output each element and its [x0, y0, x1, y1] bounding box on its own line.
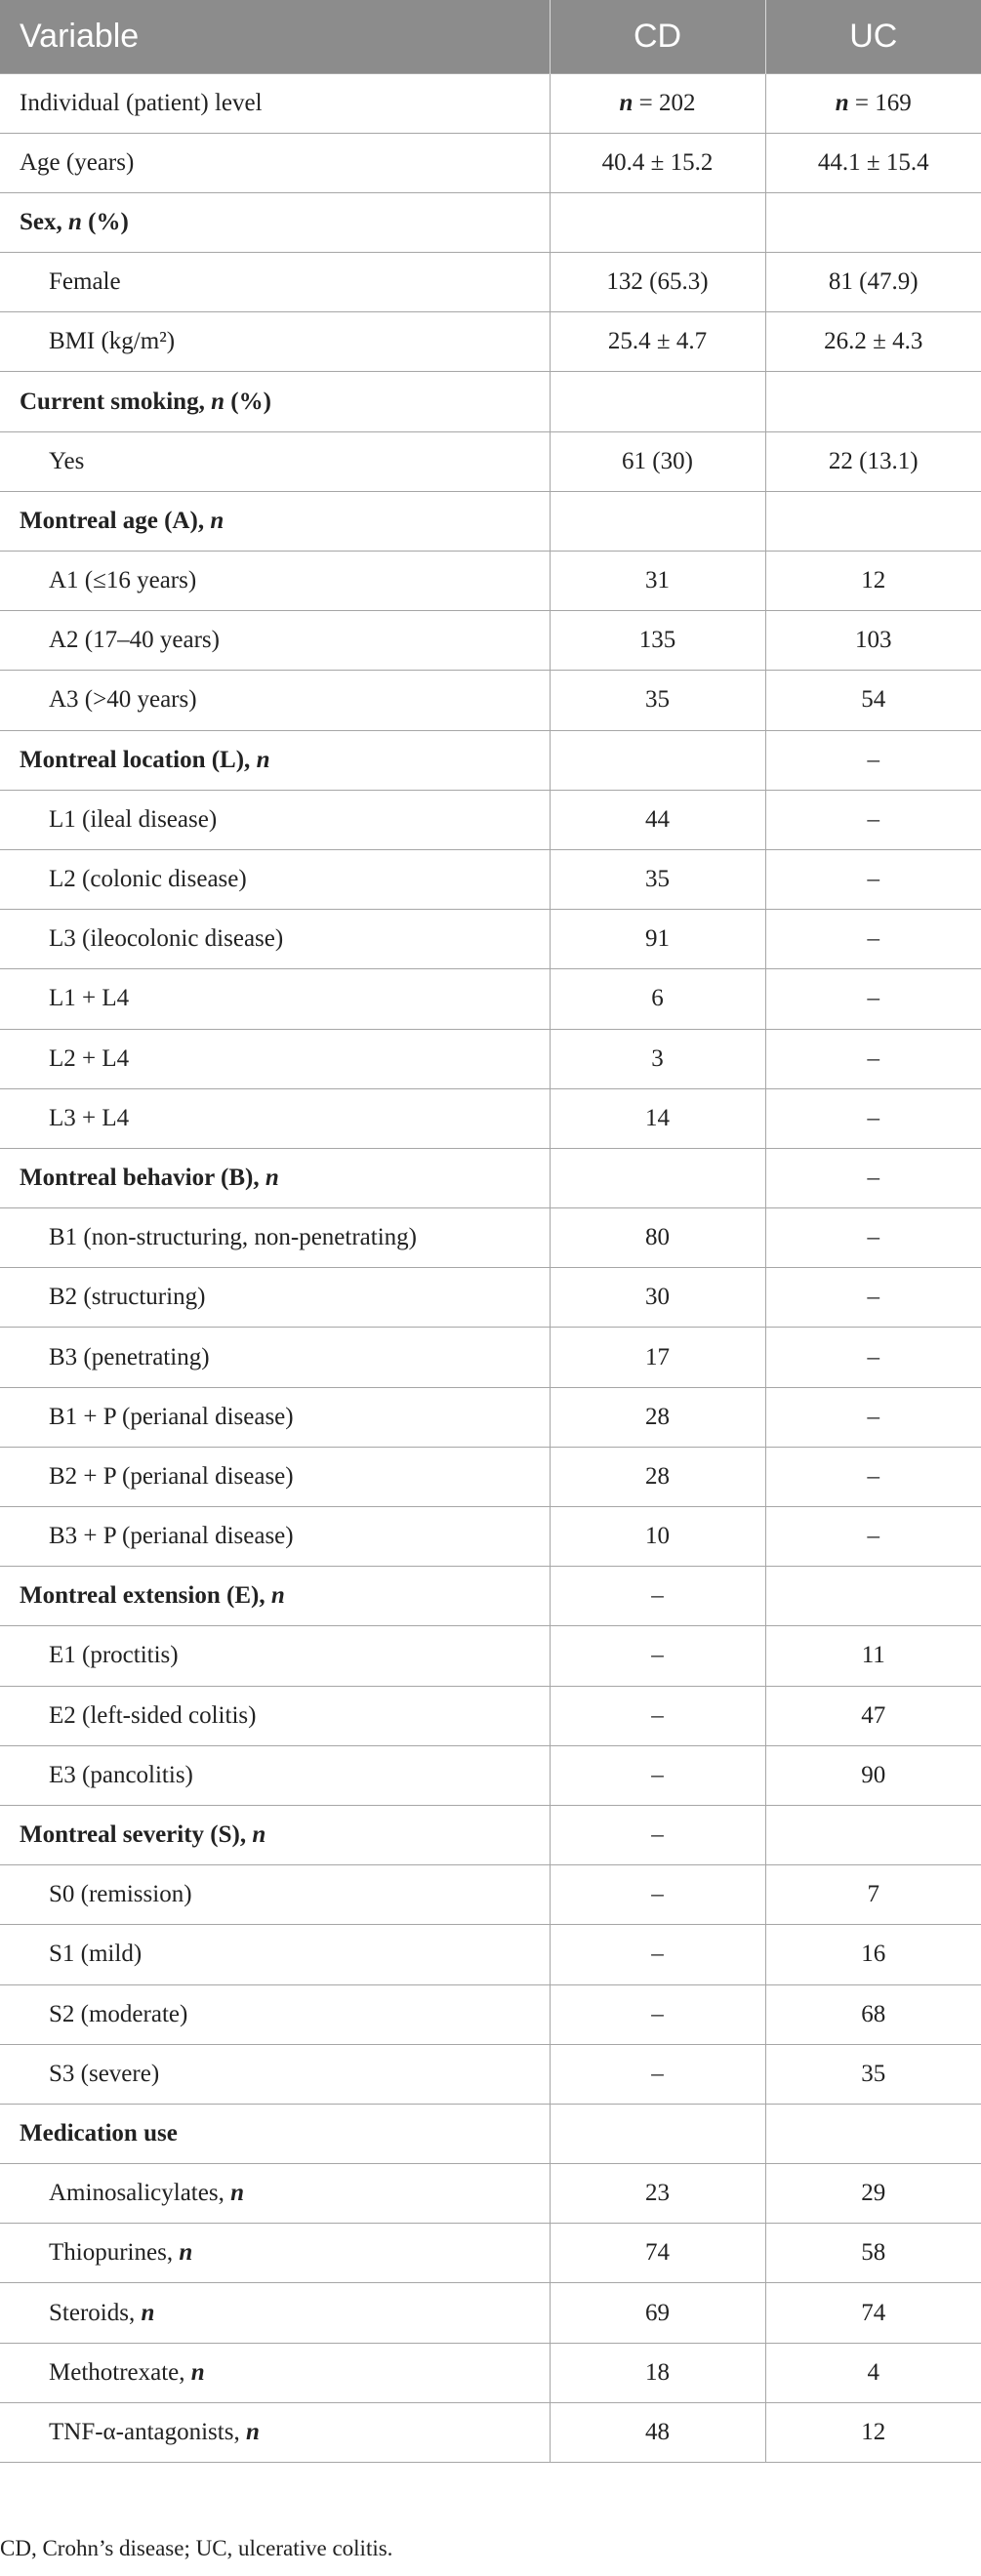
cd-value: 31 — [550, 552, 765, 611]
cd-value: 135 — [550, 611, 765, 671]
row-label: B3 (penetrating) — [0, 1328, 550, 1387]
uc-value: – — [765, 1447, 981, 1506]
uc-value: 35 — [765, 2044, 981, 2104]
row-label: B2 + P (perianal disease) — [0, 1447, 550, 1506]
row-label: B3 + P (perianal disease) — [0, 1507, 550, 1567]
cd-value: 69 — [550, 2283, 765, 2343]
row-label: Montreal extension (E), n — [0, 1567, 550, 1626]
uc-value: – — [765, 849, 981, 909]
table-body — [0, 73, 981, 2463]
row-label: BMI (kg/m²) — [0, 312, 550, 372]
row-label: Steroids, n — [0, 2283, 550, 2343]
row-label: Methotrexate, n — [0, 2343, 550, 2402]
cd-value — [550, 192, 765, 252]
uc-value: – — [765, 910, 981, 969]
cd-value: 80 — [550, 1208, 765, 1268]
uc-value: 26.2 ± 4.3 — [765, 312, 981, 372]
uc-value: – — [765, 1328, 981, 1387]
cd-value: 44 — [550, 790, 765, 849]
table-row — [0, 2402, 981, 2462]
cd-value: 61 (30) — [550, 431, 765, 491]
table-row — [0, 2164, 981, 2224]
cd-value: 17 — [550, 1328, 765, 1387]
table-row — [0, 1865, 981, 1925]
table-section-row — [0, 1567, 981, 1626]
cd-value: 40.4 ± 15.2 — [550, 133, 765, 192]
cd-value: 14 — [550, 1088, 765, 1148]
cd-value: 91 — [550, 910, 765, 969]
cd-value: – — [550, 1984, 765, 2044]
uc-value: – — [765, 790, 981, 849]
table-row — [0, 431, 981, 491]
table-row — [0, 1029, 981, 1088]
table-section-row — [0, 372, 981, 431]
row-label: Individual (patient) level — [0, 73, 550, 133]
row-label: E1 (proctitis) — [0, 1626, 550, 1686]
table-section-row — [0, 491, 981, 551]
table-row — [0, 1745, 981, 1805]
row-label: Yes — [0, 431, 550, 491]
table-row — [0, 2044, 981, 2104]
table-row — [0, 253, 981, 312]
cd-value: – — [550, 1686, 765, 1745]
cd-value: 48 — [550, 2402, 765, 2462]
table-row — [0, 1626, 981, 1686]
row-label: E3 (pancolitis) — [0, 1745, 550, 1805]
uc-value: 54 — [765, 671, 981, 730]
row-label: Sex, n (%) — [0, 192, 550, 252]
uc-value: 11 — [765, 1626, 981, 1686]
uc-value: – — [765, 1088, 981, 1148]
table-row — [0, 2283, 981, 2343]
row-label: B1 + P (perianal disease) — [0, 1387, 550, 1447]
cd-value: 25.4 ± 4.7 — [550, 312, 765, 372]
row-label: Montreal severity (S), n — [0, 1805, 550, 1864]
table-row — [0, 849, 981, 909]
row-label: Thiopurines, n — [0, 2224, 550, 2283]
uc-value: – — [765, 1387, 981, 1447]
uc-value: 103 — [765, 611, 981, 671]
cd-value: 74 — [550, 2224, 765, 2283]
table-footnote: CD, Crohn’s disease; UC, ulcerative colitis. — [0, 2536, 393, 2560]
table-row — [0, 133, 981, 192]
cd-value: 30 — [550, 1268, 765, 1328]
table-section-row — [0, 1148, 981, 1207]
cd-value — [550, 730, 765, 790]
row-label: S3 (severe) — [0, 2044, 550, 2104]
row-label: L2 + L4 — [0, 1029, 550, 1088]
row-label: B1 (non-structuring, non-penetrating) — [0, 1208, 550, 1268]
uc-value: – — [765, 1268, 981, 1328]
table-row — [0, 611, 981, 671]
table-row — [0, 552, 981, 611]
table-row — [0, 1328, 981, 1387]
uc-value: 29 — [765, 2164, 981, 2224]
row-label: E2 (left-sided colitis) — [0, 1686, 550, 1745]
cd-value: 23 — [550, 2164, 765, 2224]
uc-value — [765, 2104, 981, 2163]
uc-value: – — [765, 1029, 981, 1088]
table-header — [0, 0, 981, 73]
cd-value — [550, 372, 765, 431]
table-row — [0, 910, 981, 969]
cd-value — [550, 2104, 765, 2163]
table-row — [0, 1984, 981, 2044]
table-row — [0, 312, 981, 372]
table-row — [0, 73, 981, 133]
row-label: Aminosalicylates, n — [0, 2164, 550, 2224]
table-row — [0, 2343, 981, 2402]
header-cd: CD — [550, 0, 765, 73]
uc-value: 16 — [765, 1925, 981, 1984]
row-label: L1 (ileal disease) — [0, 790, 550, 849]
table-row — [0, 1686, 981, 1745]
uc-value: 44.1 ± 15.4 — [765, 133, 981, 192]
row-label: Medication use — [0, 2104, 550, 2163]
cd-value: 132 (65.3) — [550, 253, 765, 312]
row-label: Montreal age (A), n — [0, 491, 550, 551]
row-label: B2 (structuring) — [0, 1268, 550, 1328]
uc-value — [765, 491, 981, 551]
uc-value — [765, 1567, 981, 1626]
table-section-row — [0, 1805, 981, 1864]
table-row — [0, 1447, 981, 1506]
uc-value: 4 — [765, 2343, 981, 2402]
row-label: L3 + L4 — [0, 1088, 550, 1148]
cd-value: 6 — [550, 969, 765, 1029]
table-row — [0, 1387, 981, 1447]
row-label: L1 + L4 — [0, 969, 550, 1029]
row-label: A2 (17–40 years) — [0, 611, 550, 671]
cd-value: 18 — [550, 2343, 765, 2402]
table-section-row — [0, 730, 981, 790]
uc-value: – — [765, 1208, 981, 1268]
row-label: A1 (≤16 years) — [0, 552, 550, 611]
header-row — [0, 0, 981, 73]
table-row — [0, 2224, 981, 2283]
uc-value — [765, 192, 981, 252]
cd-value: 35 — [550, 671, 765, 730]
cd-value: 28 — [550, 1387, 765, 1447]
table-row — [0, 790, 981, 849]
uc-value: – — [765, 730, 981, 790]
uc-value: 12 — [765, 2402, 981, 2462]
table-row — [0, 1208, 981, 1268]
uc-value: 12 — [765, 552, 981, 611]
table-row — [0, 1507, 981, 1567]
uc-value: 68 — [765, 1984, 981, 2044]
uc-value — [765, 1805, 981, 1864]
cd-value: – — [550, 1567, 765, 1626]
row-label: L3 (ileocolonic disease) — [0, 910, 550, 969]
row-label: Montreal behavior (B), n — [0, 1148, 550, 1207]
row-label: Current smoking, n (%) — [0, 372, 550, 431]
row-label: Age (years) — [0, 133, 550, 192]
row-label: Montreal location (L), n — [0, 730, 550, 790]
uc-value: – — [765, 1507, 981, 1567]
uc-value: 74 — [765, 2283, 981, 2343]
cd-value: 10 — [550, 1507, 765, 1567]
header-variable: Variable — [0, 0, 550, 73]
row-label: S2 (moderate) — [0, 1984, 550, 2044]
cd-value: n = 202 — [550, 73, 765, 133]
cd-value: – — [550, 1805, 765, 1864]
uc-value: 22 (13.1) — [765, 431, 981, 491]
table-section-row — [0, 2104, 981, 2163]
cd-value: – — [550, 2044, 765, 2104]
cd-value: 3 — [550, 1029, 765, 1088]
uc-value: 58 — [765, 2224, 981, 2283]
uc-value: 90 — [765, 1745, 981, 1805]
uc-value: 7 — [765, 1865, 981, 1925]
row-label: S0 (remission) — [0, 1865, 550, 1925]
row-label: Female — [0, 253, 550, 312]
cd-value: – — [550, 1626, 765, 1686]
row-label: S1 (mild) — [0, 1925, 550, 1984]
cd-value — [550, 1148, 765, 1207]
row-label: TNF-α-antagonists, n — [0, 2402, 550, 2462]
cd-value: – — [550, 1925, 765, 1984]
table-row — [0, 969, 981, 1029]
header-uc: UC — [849, 17, 898, 55]
cd-value: 35 — [550, 849, 765, 909]
row-label: A3 (>40 years) — [0, 671, 550, 730]
uc-value: – — [765, 969, 981, 1029]
uc-value: n = 169 — [765, 73, 981, 133]
table-row — [0, 671, 981, 730]
table-section-row — [0, 192, 981, 252]
table-row — [0, 1925, 981, 1984]
uc-value — [765, 372, 981, 431]
uc-value: 81 (47.9) — [765, 253, 981, 312]
uc-value: – — [765, 1148, 981, 1207]
table-row — [0, 1088, 981, 1148]
table-row — [0, 1268, 981, 1328]
cd-value: 28 — [550, 1447, 765, 1506]
cd-value: – — [550, 1745, 765, 1805]
cd-value — [550, 491, 765, 551]
cd-value: – — [550, 1865, 765, 1925]
uc-value: 47 — [765, 1686, 981, 1745]
row-label: L2 (colonic disease) — [0, 849, 550, 909]
